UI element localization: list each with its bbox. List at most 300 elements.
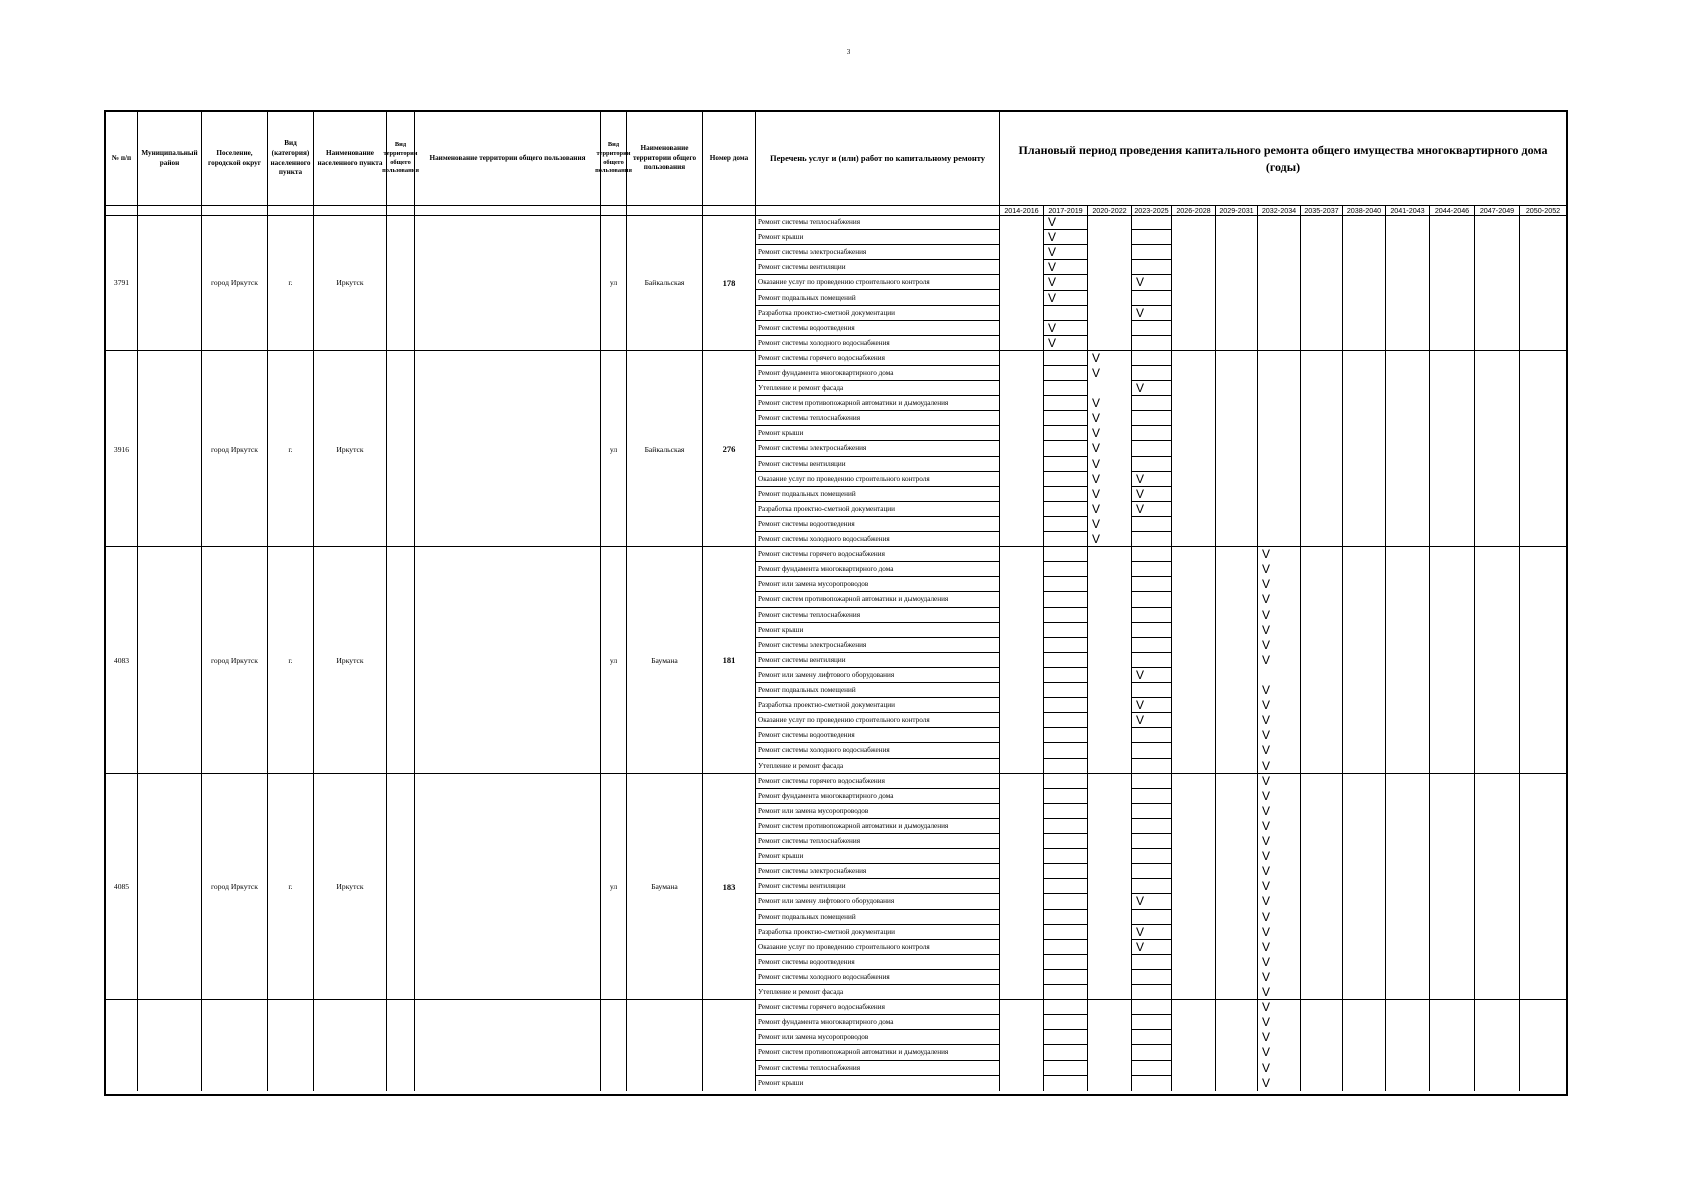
grid-line — [1044, 395, 1088, 396]
cell-locality: Иркутск — [314, 351, 387, 547]
year-header: 2017-2019 — [1044, 205, 1088, 215]
schedule-mark: V — [1262, 969, 1271, 984]
cell-house-number — [703, 1000, 756, 1091]
schedule-mark: V — [1048, 215, 1057, 229]
schedule-mark: V — [1262, 985, 1271, 1000]
cell-territory-name — [415, 351, 601, 547]
year-column — [1172, 1000, 1216, 1091]
year-header: 2020-2022 — [1088, 205, 1132, 215]
grid-line — [1044, 410, 1088, 411]
schedule-mark: V — [1262, 713, 1271, 728]
year-column — [1430, 547, 1475, 774]
year-column — [1216, 774, 1258, 1001]
grid-line — [1044, 924, 1088, 925]
year-column — [1430, 774, 1475, 1001]
year-column — [1088, 1000, 1132, 1091]
year-column — [1301, 547, 1343, 774]
year-column — [1000, 1000, 1044, 1091]
grid-line — [1132, 456, 1172, 457]
schedule-mark: V — [1092, 365, 1101, 380]
schedule-mark: V — [1136, 275, 1145, 290]
grid-line — [1132, 244, 1172, 245]
year-column — [1520, 215, 1566, 351]
year-column — [1216, 351, 1258, 547]
cell-district — [138, 351, 202, 547]
schedule-mark: V — [1136, 939, 1145, 954]
year-column — [1386, 215, 1430, 351]
work-item: Утепление и ремонт фасада — [758, 988, 844, 997]
grid-line — [1132, 652, 1172, 653]
schedule-mark: V — [1048, 335, 1057, 350]
work-item: Ремонт или замену лифтового оборудования — [756, 894, 999, 909]
cell-locality: Иркутск — [314, 215, 387, 351]
work-item: Ремонт или замену лифтового оборудования — [756, 668, 999, 683]
year-column — [1475, 351, 1520, 547]
grid-line — [1044, 305, 1088, 306]
cell-locality-type: г. — [268, 215, 314, 351]
header-sub-cell — [387, 205, 415, 215]
schedule-mark: V — [1262, 728, 1271, 743]
cell-locality-type — [268, 1000, 314, 1091]
work-item: Ремонт системы горячего водоснабжения — [756, 351, 999, 366]
schedule-mark: V — [1092, 411, 1101, 426]
schedule-mark: V — [1262, 849, 1271, 864]
work-item: Ремонт системы теплоснабжения — [756, 608, 999, 623]
grid-line — [1044, 969, 1088, 970]
year-column — [1258, 351, 1301, 547]
grid-line — [1132, 682, 1172, 683]
schedule-mark: V — [1136, 894, 1145, 909]
grid-line — [1132, 909, 1172, 910]
work-item: Оказание услуг по проведению строительного контроля — [756, 713, 999, 728]
schedule-mark: V — [1048, 275, 1057, 290]
year-column — [1000, 215, 1044, 351]
schedule-mark: V — [1262, 924, 1271, 939]
work-item: Ремонт крыши — [756, 623, 999, 638]
cell-locality: Иркутск — [314, 547, 387, 774]
schedule-mark: V — [1262, 788, 1271, 803]
header-sub-cell — [703, 205, 756, 215]
schedule-mark: V — [1262, 834, 1271, 849]
schedule-mark: V — [1136, 501, 1145, 516]
work-item: Ремонт подвальных помещений — [756, 683, 999, 698]
schedule-mark: V — [1262, 652, 1271, 667]
schedule-mark: V — [1136, 667, 1145, 682]
grid-line — [1132, 607, 1172, 608]
year-column — [1216, 215, 1258, 351]
grid-line — [1044, 984, 1088, 985]
work-item: Ремонт системы вентиляции — [756, 653, 999, 668]
grid-line — [1132, 320, 1172, 321]
work-item: Ремонт системы вентиляции — [756, 457, 999, 472]
schedule-mark: V — [1262, 803, 1271, 818]
header-locality-name: Наименование населенного пункта — [314, 112, 387, 205]
work-item: Ремонт системы теплоснабжения — [756, 215, 999, 230]
work-item: Ремонт системы водоотведения — [756, 517, 999, 532]
schedule-mark: V — [1092, 532, 1101, 547]
cell-num: 3791 — [106, 215, 138, 351]
schedule-mark: V — [1262, 818, 1271, 833]
work-item: Ремонт системы электроснабжения — [756, 441, 999, 456]
header-sub-cell — [627, 205, 703, 215]
work-item: Разработка проектно-сметной документации — [756, 502, 999, 517]
cell-district — [138, 774, 202, 1001]
grid-line — [1132, 561, 1172, 562]
schedule-mark: V — [1262, 1060, 1271, 1075]
year-column — [1301, 774, 1343, 1001]
grid-line — [1044, 440, 1088, 441]
work-item: Ремонт системы водоотведения — [756, 728, 999, 743]
cell-house-number: 178 — [703, 215, 756, 351]
schedule-mark: V — [1262, 607, 1271, 622]
cell-house-number: 276 — [703, 351, 756, 547]
work-item: Ремонт крыши — [758, 1078, 804, 1087]
cell-street-type — [601, 1000, 627, 1091]
year-column — [1520, 774, 1566, 1001]
year-header: 2041-2043 — [1386, 205, 1430, 215]
schedule-mark: V — [1048, 245, 1057, 260]
work-item: Ремонт подвальных помещений — [756, 291, 999, 306]
schedule-mark: V — [1092, 441, 1101, 456]
year-header: 2038-2040 — [1343, 205, 1386, 215]
cell-district — [138, 1000, 202, 1091]
house-group — [106, 547, 1566, 774]
grid-line — [1132, 1075, 1172, 1076]
grid-line — [1132, 290, 1172, 291]
year-column — [1172, 215, 1216, 351]
year-column — [1343, 215, 1386, 351]
work-item: Ремонт фундамента многоквартирного дома — [756, 366, 999, 381]
grid-line — [1044, 939, 1088, 940]
year-column — [1000, 351, 1044, 547]
year-header: 2029-2031 — [1216, 205, 1258, 215]
work-item: Ремонт системы водоотведения — [756, 321, 999, 336]
header-sub-cell — [202, 205, 268, 215]
grid-line — [1132, 531, 1172, 532]
schedule-mark: V — [1136, 305, 1145, 320]
cell-num — [106, 1000, 138, 1091]
work-item: Оказание услуг по проведению строительного контроля — [756, 472, 999, 487]
work-item: Ремонт системы горячего водоснабжения — [756, 774, 999, 789]
year-column — [1172, 547, 1216, 774]
grid-line — [1132, 969, 1172, 970]
schedule-mark: V — [1092, 426, 1101, 441]
year-header: 2023-2025 — [1132, 205, 1172, 215]
year-column — [1386, 1000, 1430, 1091]
grid-line — [1044, 667, 1088, 668]
grid-line — [1044, 652, 1088, 653]
grid-line — [1044, 591, 1088, 592]
schedule-mark: V — [1262, 758, 1271, 773]
header-num: № п/п — [106, 112, 138, 205]
year-column — [1301, 1000, 1343, 1091]
year-column — [1172, 351, 1216, 547]
schedule-mark: V — [1136, 486, 1145, 501]
schedule-mark: V — [1048, 290, 1057, 305]
cell-house-number: 183 — [703, 774, 756, 1001]
cell-street: Байкальская — [627, 215, 703, 351]
schedule-mark: V — [1092, 501, 1101, 516]
year-column — [1216, 547, 1258, 774]
cell-territory-type — [387, 215, 415, 351]
cell-territory-type — [387, 1000, 415, 1091]
work-item: Ремонт системы горячего водоснабжения — [756, 547, 999, 562]
grid-line — [1132, 742, 1172, 743]
header-sub-cell — [314, 205, 387, 215]
header-period: Плановый период проведения капитального ремонта общего имущества многоквартирного дома (годы) — [1018, 143, 1548, 174]
grid-line — [1044, 380, 1088, 381]
grid-line — [1132, 758, 1172, 759]
work-item: Ремонт систем противопожарной автоматики и дымоудаления — [756, 592, 999, 607]
work-item: Ремонт или замена мусоропроводов — [756, 1030, 999, 1045]
grid-line — [1132, 259, 1172, 260]
work-item: Ремонт фундамента многоквартирного дома — [756, 1015, 999, 1030]
grid-line — [1044, 576, 1088, 577]
work-item: Ремонт системы водоотведения — [756, 955, 999, 970]
grid-line — [1132, 1029, 1172, 1030]
schedule-mark: V — [1262, 909, 1271, 924]
year-column — [1132, 774, 1172, 1001]
work-item: Ремонт системы электроснабжения — [756, 638, 999, 653]
schedule-mark: V — [1262, 864, 1271, 879]
work-item: Ремонт систем противопожарной автоматики и дымоудаления — [756, 396, 999, 411]
grid-line — [1044, 788, 1088, 789]
header-sub-cell — [106, 205, 138, 215]
work-item: Ремонт систем противопожарной автоматики и дымоудаления — [756, 819, 999, 834]
schedule-mark: V — [1262, 773, 1271, 788]
cell-district — [138, 547, 202, 774]
work-item: Ремонт системы электроснабжения — [756, 245, 999, 260]
work-item: Ремонт системы теплоснабжения — [756, 834, 999, 849]
schedule-mark: V — [1262, 562, 1271, 577]
schedule-mark: V — [1262, 698, 1271, 713]
work-item: Ремонт системы холодного водоснабжения — [756, 743, 999, 758]
grid-line — [1132, 395, 1172, 396]
work-item: Ремонт крыши — [756, 426, 999, 441]
year-column — [1520, 547, 1566, 774]
schedule-mark: V — [1136, 471, 1145, 486]
cell-settlement — [202, 1000, 268, 1091]
cell-street: Баумана — [627, 547, 703, 774]
cell-district — [138, 215, 202, 351]
grid-line — [1044, 425, 1088, 426]
grid-line — [1132, 818, 1172, 819]
cell-territory-name — [415, 1000, 601, 1091]
grid-line — [1132, 637, 1172, 638]
grid-line — [1044, 1075, 1088, 1076]
work-item: Ремонт системы вентиляции — [756, 260, 999, 275]
work-item: Ремонт системы теплоснабжения — [756, 411, 999, 426]
year-column — [1258, 215, 1301, 351]
year-column — [1386, 547, 1430, 774]
cell-territory-type — [387, 351, 415, 547]
schedule-mark: V — [1262, 879, 1271, 894]
cell-locality — [314, 1000, 387, 1091]
schedule-mark: V — [1262, 637, 1271, 652]
year-column — [1044, 774, 1088, 1001]
schedule-mark: V — [1092, 396, 1101, 411]
schedule-mark: V — [1262, 954, 1271, 969]
work-item: Ремонт фундамента многоквартирного дома — [756, 789, 999, 804]
cell-street-type: ул — [601, 774, 627, 1001]
year-column — [1000, 774, 1044, 1001]
grid-line — [1044, 516, 1088, 517]
grid-line — [1132, 591, 1172, 592]
grid-line — [1132, 803, 1172, 804]
house-group — [106, 351, 1566, 547]
grid-line — [1132, 229, 1172, 230]
grid-line — [1132, 848, 1172, 849]
schedule-mark: V — [1092, 486, 1101, 501]
grid-line — [1044, 712, 1088, 713]
grid-line — [1044, 833, 1088, 834]
grid-line — [1044, 697, 1088, 698]
schedule-mark: V — [1092, 471, 1101, 486]
cell-locality-type: г. — [268, 547, 314, 774]
work-item: Ремонт системы холодного водоснабжения — [758, 338, 890, 347]
schedule-mark: V — [1262, 939, 1271, 954]
house-group — [106, 215, 1566, 351]
grid-line — [1132, 576, 1172, 577]
year-column — [1475, 774, 1520, 1001]
work-item: Ремонт подвальных помещений — [756, 910, 999, 925]
grid-line — [1044, 758, 1088, 759]
cell-territory-type — [387, 547, 415, 774]
header-sub-cell — [268, 205, 314, 215]
year-column — [1520, 351, 1566, 547]
year-column — [1430, 215, 1475, 351]
year-column — [1088, 547, 1132, 774]
work-item: Ремонт системы холодного водоснабжения — [756, 970, 999, 985]
year-column — [1475, 547, 1520, 774]
work-item: Ремонт крыши — [756, 230, 999, 245]
header-settlement: Поселение, городской округ — [202, 112, 268, 205]
table-header — [106, 112, 1566, 216]
cell-locality: Иркутск — [314, 774, 387, 1001]
grid-line — [1044, 365, 1088, 366]
grid-line — [1044, 456, 1088, 457]
header-sub-cell — [415, 205, 601, 215]
grid-line — [1132, 1044, 1172, 1045]
year-header: 2050-2052 — [1520, 205, 1566, 215]
schedule-mark: V — [1136, 713, 1145, 728]
cell-territory-name — [415, 774, 601, 1001]
work-item: Ремонт системы электроснабжения — [756, 864, 999, 879]
cell-house-number: 181 — [703, 547, 756, 774]
grid-line — [1132, 863, 1172, 864]
cell-locality-type: г. — [268, 351, 314, 547]
grid-line — [1044, 727, 1088, 728]
year-column — [1475, 215, 1520, 351]
page-number: 3 — [846, 48, 851, 56]
header-territory-name: Наименование территории общего пользования — [415, 112, 601, 205]
grid-line — [1132, 335, 1172, 336]
schedule-mark: V — [1048, 320, 1057, 335]
cell-street — [627, 1000, 703, 1091]
grid-line — [1044, 637, 1088, 638]
grid-line — [1044, 742, 1088, 743]
grid-line — [1132, 1060, 1172, 1061]
header-sub-cell — [138, 205, 202, 215]
cell-num: 4085 — [106, 774, 138, 1001]
cell-settlement: город Иркутск — [202, 351, 268, 547]
cell-settlement: город Иркутск — [202, 215, 268, 351]
grid-line — [1044, 471, 1088, 472]
grid-line — [1044, 878, 1088, 879]
grid-line — [1044, 622, 1088, 623]
schedule-mark: V — [1262, 1075, 1271, 1090]
grid-line — [1044, 863, 1088, 864]
grid-line — [1132, 878, 1172, 879]
grid-line — [1044, 818, 1088, 819]
work-item: Утепление и ремонт фасада — [756, 381, 999, 396]
grid-line — [1044, 607, 1088, 608]
year-column — [1475, 1000, 1520, 1091]
work-item: Ремонт систем противопожарной автоматики и дымоудаления — [756, 1045, 999, 1060]
year-header: 2047-2049 — [1475, 205, 1520, 215]
work-item: Ремонт системы вентиляции — [756, 879, 999, 894]
grid-line — [1044, 561, 1088, 562]
work-item: Ремонт системы горячего водоснабжения — [756, 1000, 999, 1015]
year-header: 2014-2016 — [1000, 205, 1044, 215]
schedule-mark: V — [1262, 1000, 1271, 1015]
cell-num: 4083 — [106, 547, 138, 774]
grid-line — [1044, 1060, 1088, 1061]
schedule-mark: V — [1048, 260, 1057, 275]
cell-territory-type — [387, 774, 415, 1001]
year-column — [1430, 351, 1475, 547]
grid-line — [1044, 893, 1088, 894]
grid-line — [1044, 1044, 1088, 1045]
work-item: Ремонт фундамента многоквартирного дома — [756, 562, 999, 577]
schedule-mark: V — [1262, 1045, 1271, 1060]
cell-street-type: ул — [601, 215, 627, 351]
year-column — [1343, 1000, 1386, 1091]
grid-line — [1132, 440, 1172, 441]
schedule-mark: V — [1262, 592, 1271, 607]
header-house: Номер дома — [703, 112, 756, 205]
work-item: Ремонт или замена мусоропроводов — [756, 804, 999, 819]
year-column — [1301, 351, 1343, 547]
work-item: Ремонт подвальных помещений — [756, 487, 999, 502]
work-item: Ремонт системы теплоснабжения — [756, 1061, 999, 1076]
year-column — [1386, 774, 1430, 1001]
schedule-mark: V — [1262, 683, 1271, 698]
year-column — [1343, 351, 1386, 547]
header-street-name: Наименование территории общего пользования — [627, 112, 703, 205]
schedule-mark: V — [1262, 894, 1271, 909]
year-column — [1044, 547, 1088, 774]
cell-num: 3916 — [106, 351, 138, 547]
grid-line — [1044, 501, 1088, 502]
work-item: Оказание услуг по проведению строительного контроля — [756, 940, 999, 955]
year-column — [1088, 774, 1132, 1001]
house-group — [106, 1000, 1566, 1091]
cell-street: Баумана — [627, 774, 703, 1001]
schedule-mark: V — [1136, 698, 1145, 713]
schedule-mark: V — [1262, 577, 1271, 592]
schedule-mark: V — [1262, 743, 1271, 758]
grid-line — [1132, 984, 1172, 985]
year-header: 2035-2037 — [1301, 205, 1343, 215]
header-district: Муниципальный район — [138, 112, 202, 205]
schedule-mark: V — [1048, 230, 1057, 245]
schedule-mark: V — [1092, 350, 1101, 365]
grid-line — [1044, 848, 1088, 849]
grid-line — [1132, 365, 1172, 366]
schedule-mark: V — [1262, 622, 1271, 637]
cell-territory-name — [415, 547, 601, 774]
